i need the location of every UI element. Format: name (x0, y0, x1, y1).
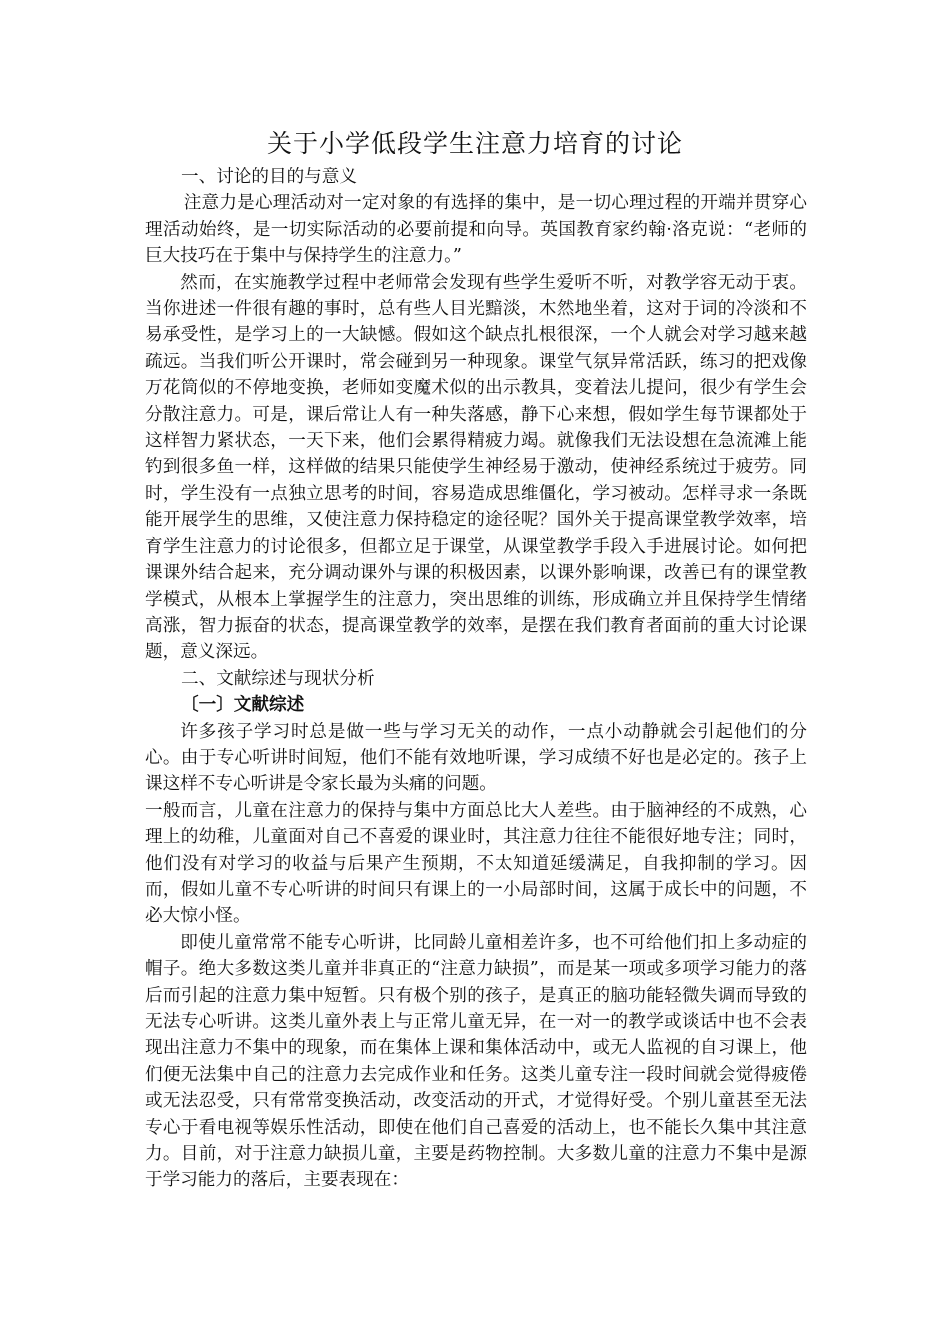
paragraph: 许多孩子学习时总是做一些与学习无关的动作，一点小动静就会引起他们的分心。由于专心听讲时间短，他们不能有效地听课，学习成绩不好也是必定的。孩子上课这样不专心听讲是令家长最为头痛的问题。 (145, 721, 807, 795)
paragraph: 即使儿童常常不能专心听讲，比同龄儿童相差许多，也不可给他们扣上多动症的帽子。绝大多数这类儿童并非真正的“注意力缺损”，而是某一项或多项学习能力的落后而引起的注意力集中短暂。只有极个别的孩子，是真正的脑功能轻微失调而导致的无法专心听讲。这类儿童外表上与正常儿童无异，在一对一的教学或谈话中也不会表现出注意力不集中的现象，而在集体上课和集体活动中，或无人监视的自习课上，他们便无法集中自己的注意力去完成作业和任务。这类儿童专注一段时间就会觉得疲倦或无法忍受，只有常常变换活动，改变活动的开式，才觉得好受。个别儿童甚至无法专心于看电视等娱乐性活动，即使在他们自己喜爱的活动上，也不能长久集中其注意力。目前，对于注意力缺损儿童，主要是药物控制。大多数儿童的注意力不集中是源于学习能力的落后，主要表现在： (145, 932, 807, 1191)
paragraph: 一般而言，儿童在注意力的保持与集中方面总比大人差些。由于脑神经的不成熟，心理上的幼稚，儿童面对自己不喜爱的课业时，其注意力往往不能很好地专注；同时，他们没有对学习的收益与后果产生预期，不太知道延缓满足，自我抑制的学习。因而，假如儿童不专心听讲的时间只有课上的一小局部时间，这属于成长中的问题，不必大惊小怪。 (145, 800, 807, 927)
section-heading-purpose: 一、讨论的目的与意义 (181, 167, 357, 187)
paragraph: 注意力是心理活动对一定对象的有选择的集中，是一切心理过程的开端并贯穿心理活动始终，是一切实际活动的必要前提和向导。英国教育家约翰·洛克说：“老师的巨大技巧在于集中与保持学生的注意力。” (145, 193, 807, 267)
subsection-heading: 〔一〕文献综述 (181, 694, 305, 716)
document-title: 关于小学低段学生注意力培育的讨论 (266, 129, 683, 158)
section-heading-literature: 二、文献综述与现状分析 (181, 668, 375, 689)
paragraph: 然而，在实施教学过程中老师常会发现有些学生爱听不听，对教学容无动于衷。当你进述一件很有趣的事时，总有些人目光黯淡，木然地坐着，这对于词的冷淡和不易承受性，是学习上的一大缺憾。假如这个缺点扎根很深，一个人就会对学习越来越疏远。当我们听公开课时，常会碰到另一种现象。课堂气氛异常活跃，练习的把戏像万花筒似的不停地变换，老师如变魔术似的出示教具，变着法儿提问，很少有学生会分散注意力。可是，课后常让人有一种失落感，静下心来想，假如学生每节课都处于这样智力紧状态，一天下来，他们会累得精疲力竭。就像我们无法设想在急流滩上能钓到很多鱼一样，这样做的结果只能使学生神经易于激动，使神经系统过于疲劳。同时，学生没有一点独立思考的时间，容易造成思维僵化，学习被动。怎样寻求一条既能开展学生的思维，又使注意力保持稳定的途径呢？国外关于提高课堂教学效率，培育学生注意力的讨论很多，但都立足于课堂，从课堂教学手段入手进展讨论。如何把课课外结合起来，充分调动课外与课的积极因素，以课外影响课，改善已有的课堂教学模式，从根本上掌握学生的注意力，突出思维的训练，形成确立并且保持学生情绪高涨，智力振奋的状态，提高课堂教学的效率，是摆在我们教育者面前的重大讨论课题，意义深远。 (145, 272, 807, 663)
document-body (145, 164, 807, 1194)
